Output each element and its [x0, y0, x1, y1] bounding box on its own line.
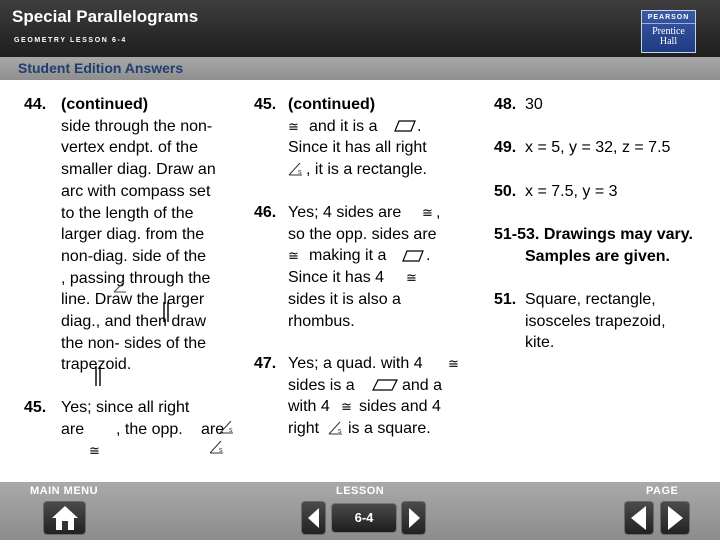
page-title: Special Parallelograms [12, 7, 199, 26]
answer-line: the non- sides of the [61, 334, 206, 352]
congruent-symbol: ≅ [288, 118, 299, 134]
answer-fragment: Since it has 4 [288, 269, 385, 287]
answer-line: so the opp. sides are [288, 225, 437, 243]
answer-text: x = 5, y = 32, z = 7.5 [525, 139, 671, 156]
svg-text:s: s [298, 169, 302, 176]
answer-fragment: and a [402, 376, 443, 394]
triangle-left-icon [626, 502, 652, 534]
answer-line: vertex endpt. of the [61, 139, 198, 157]
page-prev-button[interactable] [624, 501, 654, 535]
header-bar [0, 0, 720, 57]
answer-fragment: sides is a [288, 376, 355, 394]
svg-text:s: s [229, 427, 233, 434]
answer-fragment: Yes; 4 sides are [288, 204, 402, 221]
congruent-symbol: ≅ [288, 248, 299, 264]
answer-line: Since it has all right [288, 139, 427, 157]
page-subtitle: GEOMETRY LESSON 6-4 [14, 37, 127, 44]
answer-fragment: Yes; a quad. with 4 [288, 355, 423, 372]
page-label: PAGE [646, 485, 679, 497]
section-bar [0, 57, 720, 80]
period: . [417, 117, 422, 135]
parallel-icon [161, 301, 171, 323]
congruent-symbol: ≅ [448, 356, 459, 371]
answer-text: x = 7.5, y = 3 [525, 183, 618, 200]
lesson-label: LESSON [336, 485, 385, 497]
answer-fragment: making it a [309, 247, 387, 265]
note-line: 51-53. Drawings may vary. [494, 226, 693, 243]
answer-line: Square, rectangle, [525, 291, 656, 308]
lesson-prev-button[interactable] [301, 501, 326, 535]
answer-body [525, 289, 666, 354]
answer-fragment: are [201, 420, 225, 438]
answer-text: 30 [525, 96, 543, 113]
lesson-number-display: 6-4 [331, 503, 397, 533]
answer-fragment: , the opp. [116, 420, 183, 438]
parallelogram-icon [394, 120, 416, 132]
congruent-symbol: ≅ [89, 443, 100, 458]
answer-number: 49. [494, 139, 517, 156]
parallel-icon [93, 365, 103, 387]
angles-icon [288, 160, 304, 178]
answer-line: line. Draw the larger [61, 291, 205, 309]
answer-line: (continued) [288, 96, 376, 113]
home-button[interactable] [43, 501, 86, 535]
answer-line: arc with compass set [61, 182, 211, 200]
answer-line: to the length of the [61, 204, 194, 222]
answer-line: trapezoid. [61, 356, 132, 374]
answer-line: , passing through the [61, 269, 211, 287]
answer-line: rhombus. [288, 312, 355, 330]
answer-number: 46. [254, 204, 277, 221]
angles-icon [219, 418, 235, 436]
footer-bar [0, 482, 720, 540]
answer-number: 47. [254, 355, 277, 372]
parallelogram-icon [402, 250, 424, 262]
answer-number: 45. [254, 96, 277, 113]
answer-fragment: is a square. [348, 420, 431, 438]
angles-icon [209, 438, 225, 456]
lesson-next-button[interactable] [401, 501, 426, 535]
answer-fragment: sides and 4 [359, 398, 441, 416]
page-next-button[interactable] [660, 501, 690, 535]
answer-number: 48. [494, 96, 517, 113]
answer-number: 44. [24, 96, 47, 113]
triangle-right-icon [404, 502, 424, 534]
note-line: Samples are given. [525, 247, 670, 265]
answer-body [288, 202, 478, 334]
answer-line: sides it is also a [288, 290, 401, 308]
answer-line: side through the non- [61, 117, 213, 135]
answer-line: Yes; since all right [61, 399, 190, 416]
svg-text:s: s [219, 447, 223, 454]
answer-number: 45. [24, 399, 47, 416]
answer-line: isosceles trapezoid, [525, 312, 666, 330]
answer-fragment: and it is a [309, 117, 378, 135]
answer-line: non-diag. side of the [61, 247, 206, 265]
answer-fragment: are [61, 420, 85, 438]
home-icon [48, 502, 82, 534]
logo-line-prentice: Prentice [652, 26, 685, 37]
answer-fragment: , it is a rectangle. [306, 161, 427, 179]
triangle-left-icon [304, 502, 324, 534]
triangle-right-icon [662, 502, 688, 534]
answers-content [0, 80, 720, 482]
answer-fragment: with 4 [288, 398, 330, 416]
answer-number: 51. [494, 291, 517, 308]
congruent-symbol: ≅ [422, 205, 433, 220]
main-menu-label: MAIN MENU [30, 485, 99, 497]
answer-body [288, 94, 468, 182]
answer-line: kite. [525, 334, 555, 352]
pearson-logo [641, 10, 696, 53]
period: . [426, 247, 431, 265]
angles-icon [328, 419, 344, 437]
congruent-symbol: ≅ [341, 399, 352, 415]
answer-body [288, 353, 478, 441]
answer-51-53-note [494, 224, 693, 267]
logo-line-hall: Hall [659, 36, 678, 47]
answer-line: smaller diag. Draw an [61, 161, 216, 179]
angle-icon [112, 280, 128, 294]
answer-line: diag., and then draw [61, 313, 206, 331]
answer-body [61, 94, 216, 376]
answer-line: larger diag. from the [61, 226, 205, 244]
logo-prentice-hall [642, 24, 695, 47]
answer-line: (continued) [61, 96, 149, 113]
congruent-symbol: ≅ [406, 270, 417, 286]
answer-body [61, 397, 251, 463]
comma: , [436, 204, 441, 221]
section-label: Student Edition Answers [18, 60, 184, 76]
logo-pearson-text: PEARSON [642, 11, 695, 24]
svg-text:s: s [338, 428, 342, 435]
parallelogram-icon [372, 379, 398, 391]
answer-fragment: right [288, 420, 320, 438]
answer-number: 50. [494, 183, 517, 200]
